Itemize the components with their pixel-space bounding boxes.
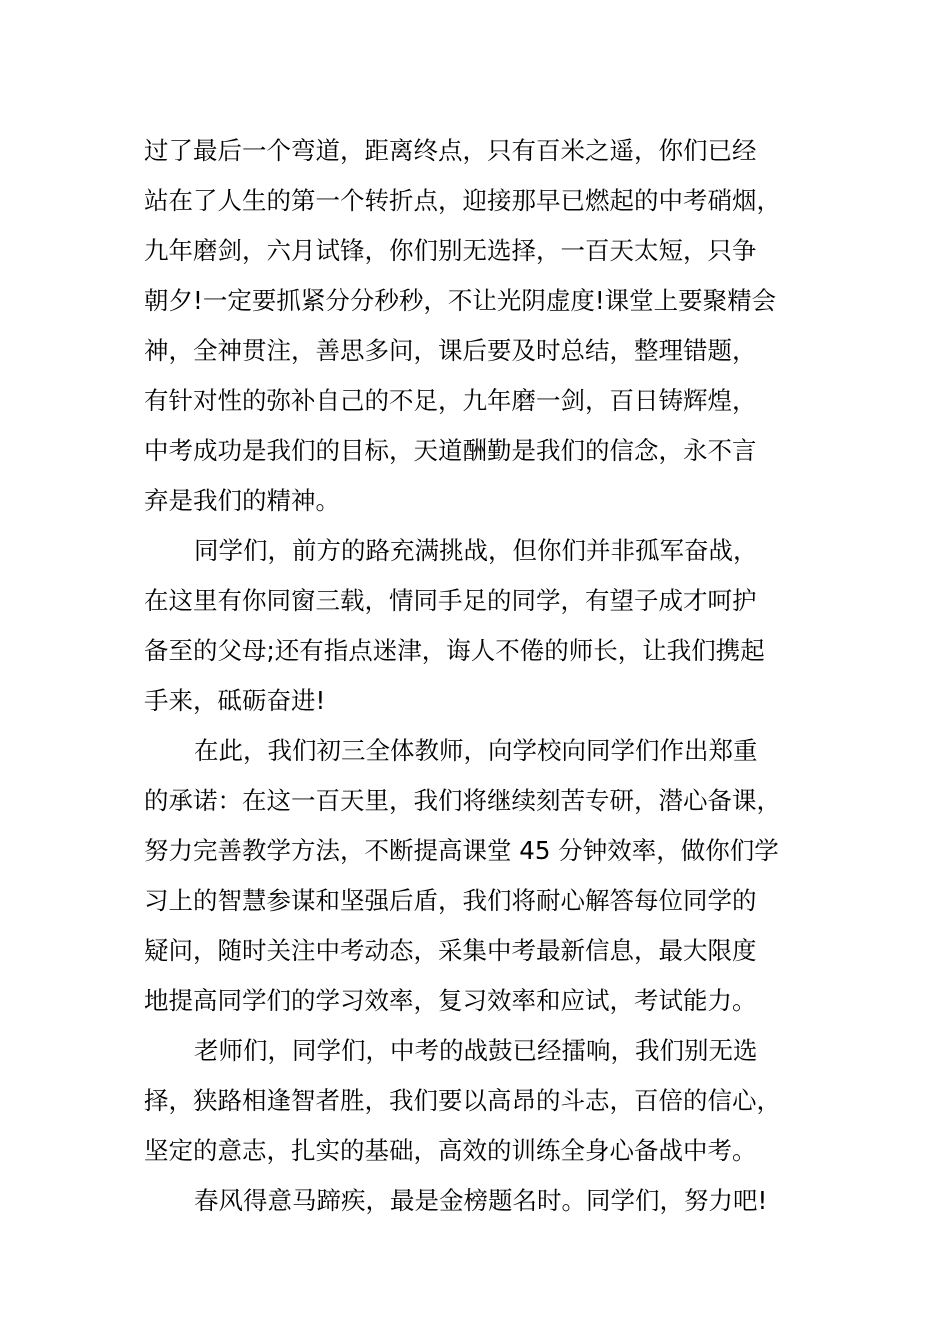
text-line: 有针对性的弥补自己的不足，九年磨一剑，百日铸辉煌，: [144, 386, 757, 415]
text-line: 努力完善教学方法，不断提高课堂 45 分钟效率，做你们学: [144, 836, 779, 865]
text-line: 地提高同学们的学习效率，复习效率和应试，考试能力。: [144, 986, 757, 1015]
text-line: 在这里有你同窗三载，情同手足的同学，有望子成才呵护: [144, 586, 757, 615]
text-line: 坚定的意志，扎实的基础，高效的训练全身心备战中考。: [144, 1136, 757, 1165]
text-line: 九年磨剑，六月试锋，你们别无选择，一百天太短，只争: [144, 236, 757, 265]
text-line: 过了最后一个弯道，距离终点，只有百米之遥，你们已经: [144, 136, 757, 165]
text-line: 站在了人生的第一个转折点，迎接那早已燃起的中考硝烟，: [144, 186, 781, 215]
paragraph-first-line: 在此，我们初三全体教师，向学校向同学们作出郑重: [194, 736, 758, 765]
text-line: 的承诺：在这一百天里，我们将继续刻苦专研，潜心备课，: [144, 786, 781, 815]
paragraph-first-line: 老师们，同学们，中考的战鼓已经擂响，我们别无选: [194, 1036, 758, 1065]
paragraph-first-line: 春风得意马蹄疾，最是金榜题名时。同学们，努力吧!: [194, 1186, 768, 1215]
text-line: 疑问，随时关注中考动态，采集中考最新信息，最大限度: [144, 936, 757, 965]
paragraph-first-line: 同学们，前方的路充满挑战，但你们并非孤军奋战，: [194, 536, 758, 565]
text-line: 择，狭路相逢智者胜，我们要以高昂的斗志，百倍的信心，: [144, 1086, 781, 1115]
text-line: 手来，砥砺奋进!: [144, 686, 326, 715]
text-line: 备至的父母;还有指点迷津，诲人不倦的师长，让我们携起: [144, 636, 765, 665]
text-line: 弃是我们的精神。: [144, 486, 340, 515]
text-line: 中考成功是我们的目标，天道酬勤是我们的信念，永不言: [144, 436, 757, 465]
text-line: 神，全神贯注，善思多问，课后要及时总结，整理错题，: [144, 336, 757, 365]
text-line: 朝夕!一定要抓紧分分秒秒，不让光阴虚度!课堂上要聚精会: [144, 286, 777, 315]
text-line: 习上的智慧参谋和坚强后盾，我们将耐心解答每位同学的: [144, 886, 757, 915]
